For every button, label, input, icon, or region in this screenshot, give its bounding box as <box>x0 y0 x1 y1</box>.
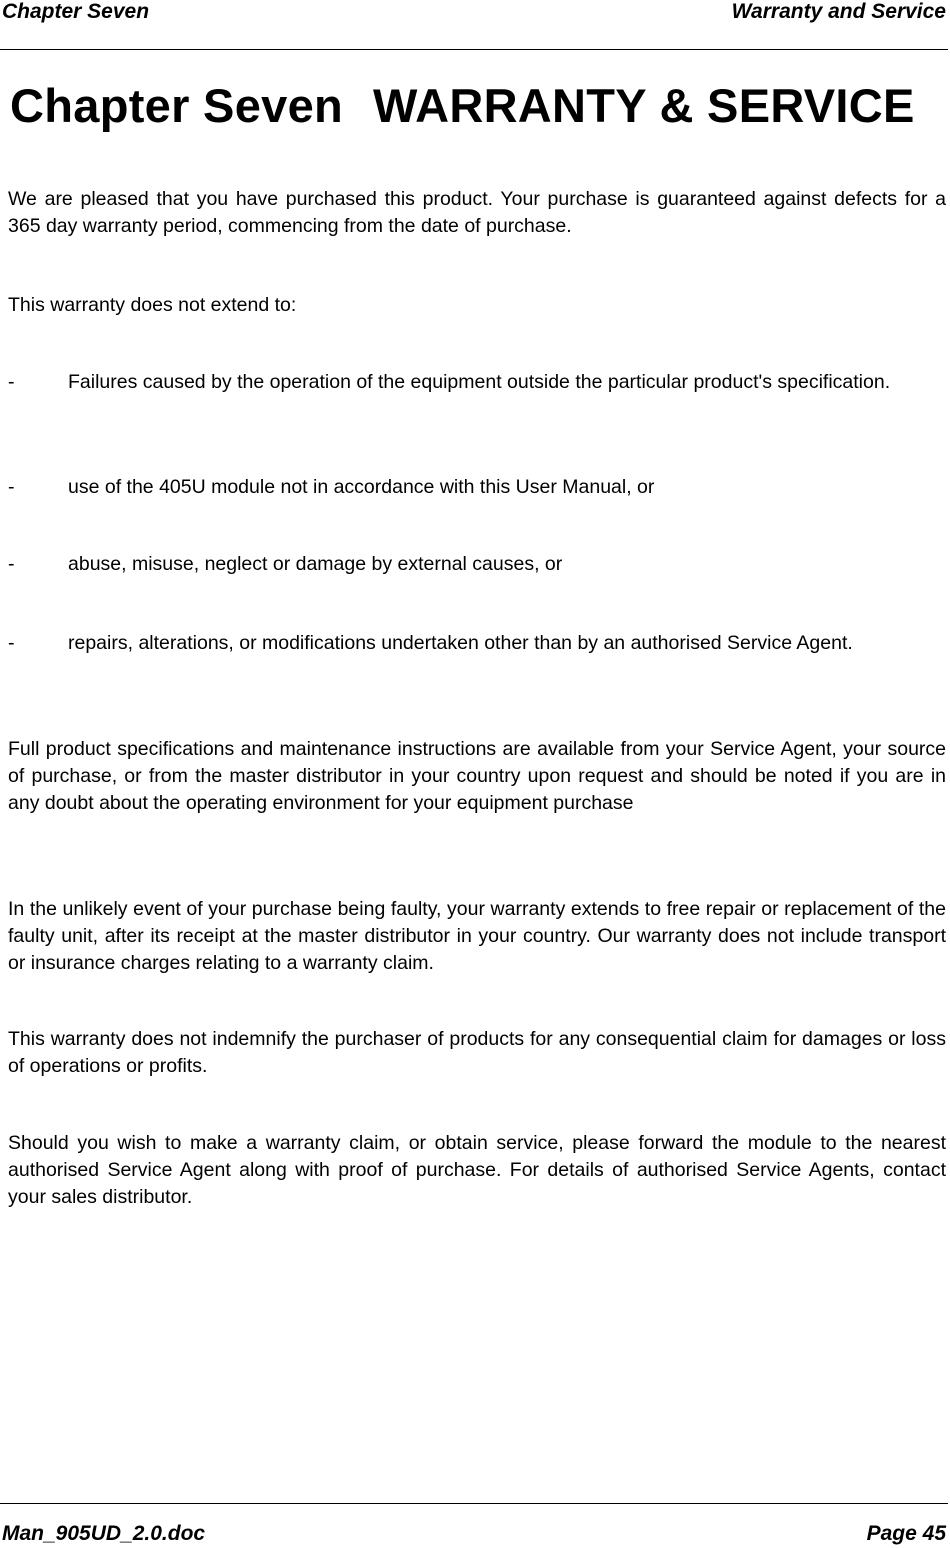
header-divider <box>0 49 948 50</box>
chapter-heading: WARRANTY & SERVICE <box>373 79 915 132</box>
footer-filename: Man_905UD_2.0.doc <box>2 1522 206 1545</box>
exclusion-item <box>8 630 946 657</box>
exclusion-item <box>8 474 946 501</box>
warranty-claim-paragraph: Should you wish to make a warranty claim, or obtain service, please forward the module to the nearest authorised Service Agent along with proof of purchase. For details of authorised Service Agents, contact your sales distributor. <box>8 1132 946 1208</box>
chapter-number: Chapter Seven <box>10 79 344 132</box>
footer-page-number: Page 45 <box>866 1522 946 1545</box>
header-section-label: Warranty and Service <box>731 0 946 23</box>
exclusion-text: Failures caused by the operation of the equipment outside the particular product's specification. <box>68 371 891 393</box>
exclusion-text: use of the 405U module not in accordance with this User Manual, or <box>68 476 655 498</box>
list-bullet: - <box>8 632 15 654</box>
exclusion-item <box>8 551 946 578</box>
exclusion-text: abuse, misuse, neglect or damage by external causes, or <box>68 553 563 575</box>
chapter-title <box>10 78 915 133</box>
list-bullet: - <box>8 371 15 393</box>
exclusion-item <box>8 369 946 396</box>
exclusion-text: repairs, alterations, or modifications undertaken other than by an authorised Service Agent. <box>68 632 853 654</box>
exclusions-intro: This warranty does not extend to: <box>8 294 297 316</box>
intro-paragraph: We are pleased that you have purchased this product. Your purchase is guaranteed against defects for a 365 day warranty period, commencing from the date of purchase. <box>8 188 946 237</box>
footer-divider <box>0 1503 948 1504</box>
indemnity-paragraph: This warranty does not indemnify the purchaser of products for any consequential claim for damages or loss of operations or profits. <box>8 1028 946 1077</box>
header-chapter-label: Chapter Seven <box>2 0 150 23</box>
list-bullet: - <box>8 476 15 498</box>
faulty-purchase-paragraph: In the unlikely event of your purchase being faulty, your warranty extends to free repair or replacement of the faulty unit, after its receipt at the master distributor in your country. Our warranty does not include transport or insurance charges relating to a warranty claim. <box>8 898 946 974</box>
page-header <box>0 0 946 24</box>
list-bullet: - <box>8 553 15 575</box>
specifications-paragraph: Full product specifications and maintenance instructions are available from your Service Agent, your source of purchase, or from the master distributor in your country upon request and should be noted if you are in any doubt about the operating environment for your equipment purchase <box>8 738 946 814</box>
